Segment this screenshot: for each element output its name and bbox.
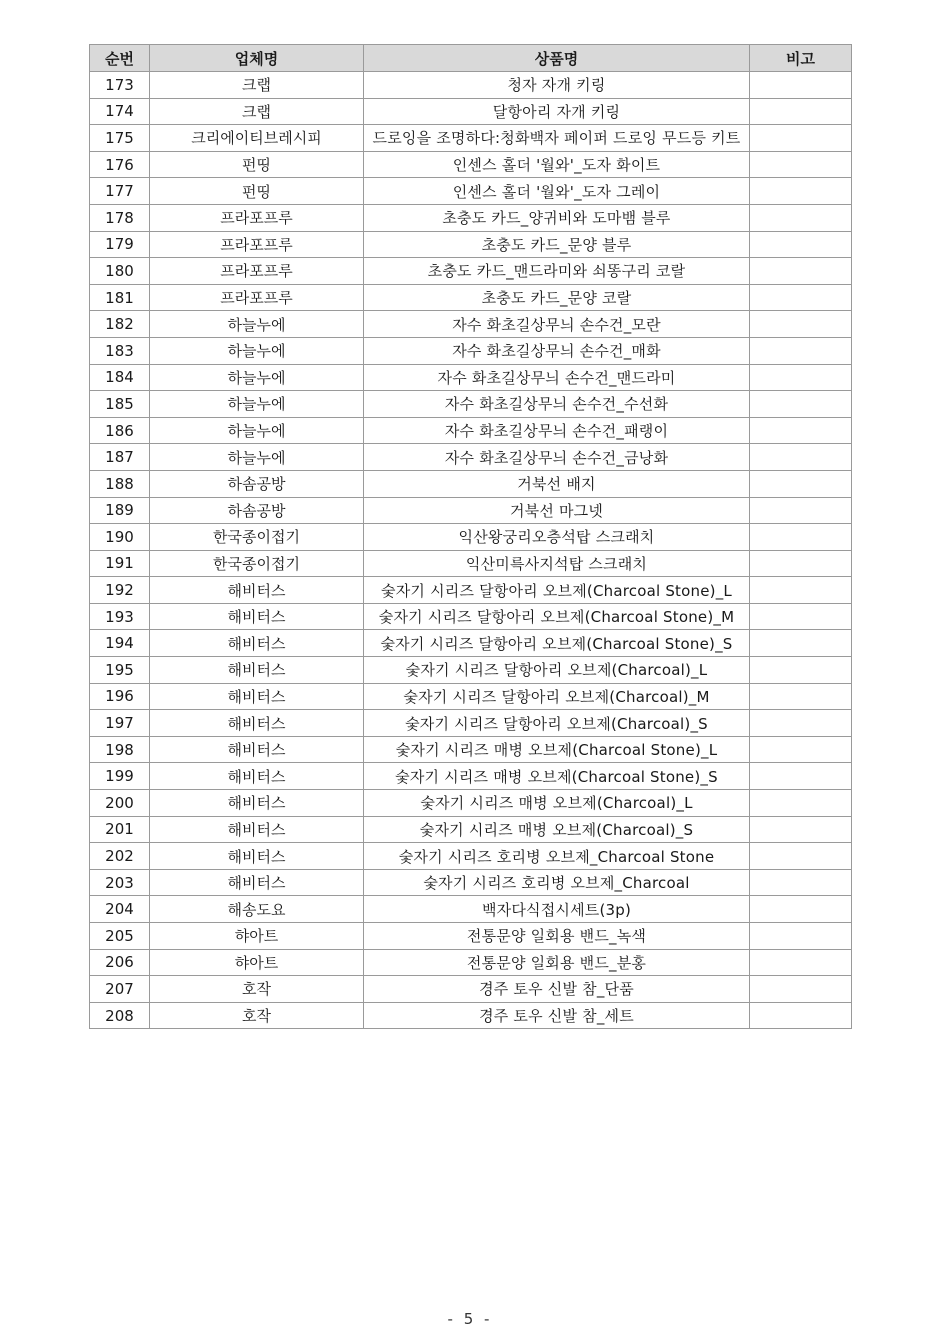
cell-note xyxy=(750,231,852,258)
cell-product: 익산미륵사지석탑 스크래치 xyxy=(364,550,750,577)
table-row xyxy=(90,923,852,950)
table-row xyxy=(90,231,852,258)
cell-no: 190 xyxy=(90,524,150,551)
cell-note xyxy=(750,284,852,311)
cell-note xyxy=(750,151,852,178)
cell-vendor: 프라포프루 xyxy=(150,231,364,258)
header-product: 상품명 xyxy=(364,45,750,72)
cell-no: 200 xyxy=(90,790,150,817)
table-row xyxy=(90,258,852,285)
table-row xyxy=(90,603,852,630)
cell-product: 인센스 홀더 '월와'_도자 그레이 xyxy=(364,178,750,205)
cell-vendor: 해비터스 xyxy=(150,843,364,870)
cell-no: 185 xyxy=(90,391,150,418)
cell-no: 193 xyxy=(90,603,150,630)
cell-product: 초충도 카드_문양 블루 xyxy=(364,231,750,258)
cell-no: 188 xyxy=(90,470,150,497)
cell-vendor: 해비터스 xyxy=(150,763,364,790)
cell-vendor: 햐아트 xyxy=(150,923,364,950)
cell-vendor: 크리에이티브레시피 xyxy=(150,125,364,152)
table-row xyxy=(90,949,852,976)
cell-note xyxy=(750,204,852,231)
cell-no: 181 xyxy=(90,284,150,311)
cell-vendor: 하늘누에 xyxy=(150,311,364,338)
cell-no: 205 xyxy=(90,923,150,950)
cell-note xyxy=(750,763,852,790)
cell-vendor: 하솜공방 xyxy=(150,497,364,524)
cell-vendor: 하늘누에 xyxy=(150,391,364,418)
cell-vendor: 해비터스 xyxy=(150,630,364,657)
cell-note xyxy=(750,497,852,524)
cell-note xyxy=(750,976,852,1003)
table-row xyxy=(90,577,852,604)
cell-vendor: 하늘누에 xyxy=(150,417,364,444)
table-row xyxy=(90,204,852,231)
cell-product: 자수 화초길상무늬 손수건_금낭화 xyxy=(364,444,750,471)
cell-product: 숯자기 시리즈 달항아리 오브제(Charcoal Stone)_L xyxy=(364,577,750,604)
cell-note xyxy=(750,311,852,338)
page-number: - 5 - xyxy=(447,1310,493,1328)
table-row xyxy=(90,657,852,684)
table-row xyxy=(90,444,852,471)
cell-product: 전통문양 일회용 밴드_녹색 xyxy=(364,923,750,950)
cell-vendor: 한국종이접기 xyxy=(150,524,364,551)
table-row xyxy=(90,763,852,790)
cell-vendor: 호작 xyxy=(150,976,364,1003)
cell-note xyxy=(750,736,852,763)
cell-note xyxy=(750,391,852,418)
cell-note xyxy=(750,577,852,604)
cell-note xyxy=(750,524,852,551)
cell-vendor: 하늘누에 xyxy=(150,364,364,391)
table-row xyxy=(90,417,852,444)
cell-note xyxy=(750,1002,852,1029)
cell-no: 204 xyxy=(90,896,150,923)
cell-vendor: 해비터스 xyxy=(150,736,364,763)
cell-product: 숯자기 시리즈 매병 오브제(Charcoal)_L xyxy=(364,790,750,817)
cell-vendor: 하늘누에 xyxy=(150,337,364,364)
cell-note xyxy=(750,816,852,843)
cell-note xyxy=(750,603,852,630)
header-row xyxy=(90,45,852,72)
cell-note xyxy=(750,683,852,710)
cell-no: 196 xyxy=(90,683,150,710)
cell-vendor: 펀띵 xyxy=(150,178,364,205)
cell-product: 숯자기 시리즈 달항아리 오브제(Charcoal Stone)_S xyxy=(364,630,750,657)
cell-product: 초충도 카드_맨드라미와 쇠똥구리 코랄 xyxy=(364,258,750,285)
cell-no: 198 xyxy=(90,736,150,763)
cell-product: 숯자기 시리즈 매병 오브제(Charcoal Stone)_S xyxy=(364,763,750,790)
cell-no: 203 xyxy=(90,869,150,896)
cell-vendor: 프라포프루 xyxy=(150,284,364,311)
cell-note xyxy=(750,550,852,577)
cell-no: 174 xyxy=(90,98,150,125)
cell-product: 전통문양 일회용 밴드_분홍 xyxy=(364,949,750,976)
cell-vendor: 프라포프루 xyxy=(150,204,364,231)
cell-product: 경주 토우 신발 참_세트 xyxy=(364,1002,750,1029)
cell-note xyxy=(750,630,852,657)
cell-note xyxy=(750,258,852,285)
cell-no: 176 xyxy=(90,151,150,178)
cell-no: 178 xyxy=(90,204,150,231)
cell-note xyxy=(750,790,852,817)
cell-product: 자수 화초길상무늬 손수건_매화 xyxy=(364,337,750,364)
table-row xyxy=(90,497,852,524)
cell-product: 숯자기 시리즈 매병 오브제(Charcoal)_S xyxy=(364,816,750,843)
table-row xyxy=(90,790,852,817)
cell-no: 199 xyxy=(90,763,150,790)
cell-no: 192 xyxy=(90,577,150,604)
cell-no: 194 xyxy=(90,630,150,657)
cell-no: 184 xyxy=(90,364,150,391)
table-row xyxy=(90,337,852,364)
cell-vendor: 해비터스 xyxy=(150,577,364,604)
cell-no: 202 xyxy=(90,843,150,870)
cell-vendor: 하솜공방 xyxy=(150,470,364,497)
cell-product: 익산왕궁리오층석탑 스크래치 xyxy=(364,524,750,551)
table-row xyxy=(90,710,852,737)
cell-no: 187 xyxy=(90,444,150,471)
cell-product: 숯자기 시리즈 달항아리 오브제(Charcoal Stone)_M xyxy=(364,603,750,630)
cell-note xyxy=(750,337,852,364)
cell-vendor: 해비터스 xyxy=(150,683,364,710)
cell-vendor: 호작 xyxy=(150,1002,364,1029)
cell-product: 숯자기 시리즈 달항아리 오브제(Charcoal)_M xyxy=(364,683,750,710)
table-row xyxy=(90,470,852,497)
cell-note xyxy=(750,657,852,684)
table-row xyxy=(90,816,852,843)
table-row xyxy=(90,311,852,338)
cell-vendor: 해비터스 xyxy=(150,603,364,630)
cell-no: 195 xyxy=(90,657,150,684)
table-row xyxy=(90,896,852,923)
table-row xyxy=(90,976,852,1003)
cell-note xyxy=(750,98,852,125)
cell-no: 173 xyxy=(90,72,150,99)
cell-product: 숯자기 시리즈 호리병 오브제_Charcoal xyxy=(364,869,750,896)
cell-note xyxy=(750,949,852,976)
cell-vendor: 햐아트 xyxy=(150,949,364,976)
cell-product: 백자다식접시세트(3p) xyxy=(364,896,750,923)
table-row xyxy=(90,125,852,152)
cell-note xyxy=(750,178,852,205)
table-row xyxy=(90,550,852,577)
table-row xyxy=(90,364,852,391)
cell-vendor: 해송도요 xyxy=(150,896,364,923)
cell-note xyxy=(750,470,852,497)
cell-vendor: 해비터스 xyxy=(150,869,364,896)
cell-vendor: 하늘누에 xyxy=(150,444,364,471)
cell-no: 177 xyxy=(90,178,150,205)
cell-note xyxy=(750,125,852,152)
cell-note xyxy=(750,72,852,99)
cell-vendor: 한국종이접기 xyxy=(150,550,364,577)
cell-no: 186 xyxy=(90,417,150,444)
cell-no: 207 xyxy=(90,976,150,1003)
cell-note xyxy=(750,896,852,923)
table-row xyxy=(90,843,852,870)
cell-note xyxy=(750,444,852,471)
table-row xyxy=(90,284,852,311)
cell-vendor: 해비터스 xyxy=(150,790,364,817)
cell-product: 자수 화초길상무늬 손수건_맨드라미 xyxy=(364,364,750,391)
table-row xyxy=(90,1002,852,1029)
cell-vendor: 해비터스 xyxy=(150,816,364,843)
cell-product: 초충도 카드_문양 코랄 xyxy=(364,284,750,311)
cell-product: 숯자기 시리즈 호리병 오브제_Charcoal Stone xyxy=(364,843,750,870)
cell-product: 숯자기 시리즈 매병 오브제(Charcoal Stone)_L xyxy=(364,736,750,763)
table-header xyxy=(90,45,852,72)
cell-note xyxy=(750,364,852,391)
header-note: 비고 xyxy=(750,45,852,72)
table-row xyxy=(90,524,852,551)
cell-note xyxy=(750,923,852,950)
cell-no: 201 xyxy=(90,816,150,843)
cell-product: 자수 화초길상무늬 손수건_모란 xyxy=(364,311,750,338)
cell-product: 자수 화초길상무늬 손수건_패랭이 xyxy=(364,417,750,444)
table-row xyxy=(90,98,852,125)
cell-product: 드로잉을 조명하다:청화백자 페이퍼 드로잉 무드등 키트 xyxy=(364,125,750,152)
table-row xyxy=(90,391,852,418)
cell-product: 거북선 배지 xyxy=(364,470,750,497)
cell-vendor: 프라포프루 xyxy=(150,258,364,285)
table-row xyxy=(90,151,852,178)
cell-product: 달항아리 자개 키링 xyxy=(364,98,750,125)
table-row xyxy=(90,683,852,710)
table-row xyxy=(90,630,852,657)
cell-product: 초충도 카드_양귀비와 도마뱀 블루 xyxy=(364,204,750,231)
cell-no: 197 xyxy=(90,710,150,737)
cell-no: 180 xyxy=(90,258,150,285)
cell-vendor: 해비터스 xyxy=(150,657,364,684)
cell-product: 거북선 마그넷 xyxy=(364,497,750,524)
table-row xyxy=(90,869,852,896)
cell-no: 183 xyxy=(90,337,150,364)
cell-no: 179 xyxy=(90,231,150,258)
cell-no: 175 xyxy=(90,125,150,152)
cell-no: 208 xyxy=(90,1002,150,1029)
table-row xyxy=(90,736,852,763)
cell-vendor: 크랩 xyxy=(150,72,364,99)
cell-no: 206 xyxy=(90,949,150,976)
cell-vendor: 해비터스 xyxy=(150,710,364,737)
cell-product: 숯자기 시리즈 달항아리 오브제(Charcoal)_S xyxy=(364,710,750,737)
cell-no: 189 xyxy=(90,497,150,524)
product-table xyxy=(89,44,852,1029)
table-row xyxy=(90,178,852,205)
cell-note xyxy=(750,869,852,896)
table-body xyxy=(90,72,852,1029)
cell-vendor: 펀띵 xyxy=(150,151,364,178)
cell-product: 숯자기 시리즈 달항아리 오브제(Charcoal)_L xyxy=(364,657,750,684)
cell-vendor: 크랩 xyxy=(150,98,364,125)
cell-note xyxy=(750,843,852,870)
table-row xyxy=(90,72,852,99)
cell-product: 자수 화초길상무늬 손수건_수선화 xyxy=(364,391,750,418)
cell-product: 인센스 홀더 '월와'_도자 화이트 xyxy=(364,151,750,178)
cell-note xyxy=(750,417,852,444)
cell-note xyxy=(750,710,852,737)
header-no: 순번 xyxy=(90,45,150,72)
header-vendor: 업체명 xyxy=(150,45,364,72)
cell-product: 청자 자개 키링 xyxy=(364,72,750,99)
cell-no: 191 xyxy=(90,550,150,577)
cell-product: 경주 토우 신발 참_단품 xyxy=(364,976,750,1003)
cell-no: 182 xyxy=(90,311,150,338)
